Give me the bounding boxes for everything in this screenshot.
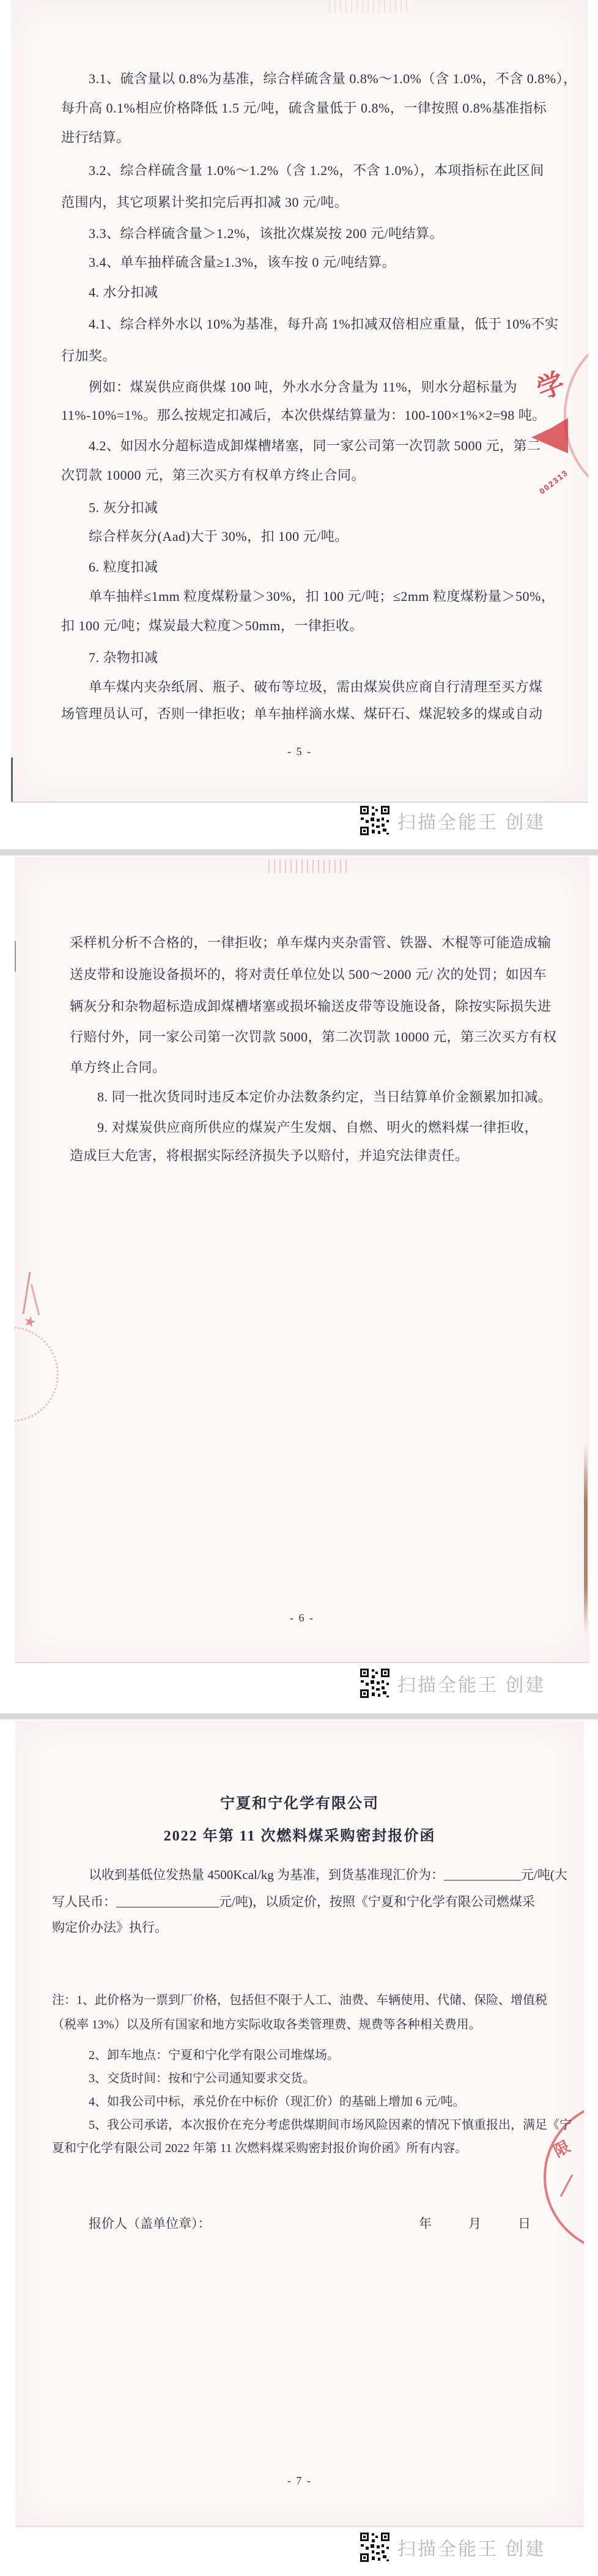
text-line: 辆灰分和杂物超标造成卸煤槽堵塞或损坏输送皮带等设施设备，除按实际损失进: [70, 999, 552, 1014]
scanned-page-7: [15, 1721, 584, 2527]
text-line: 3.4、单车抽样硫含量≥1.3%，该车按 0 元/吨结算。: [89, 255, 396, 270]
text-line: 造成巨大危害，将根据实际经济损失予以赔付，并追究法律责任。: [70, 1148, 469, 1163]
text-line: 综合样灰分(Aad)大于 30%，扣 100 元/吨。: [89, 529, 349, 544]
seal-serial-number: 002313: [537, 467, 570, 496]
scan-edge-shadow: [584, 1444, 588, 1634]
seal-star: ★: [21, 1312, 39, 1332]
text-line: 采样机分析不合格的，一律拒收；单车煤内夹杂雷管、铁器、木棍等可能造成输: [70, 935, 552, 950]
qr-code-icon: [360, 805, 390, 836]
text-line: 范围内，其它项累计奖扣完后再扣减 30 元/吨。: [61, 195, 349, 210]
text-line: 写人民币：________________元/吨)，以质定价，按照《宁夏和宁化学有限公司燃煤采: [52, 1894, 535, 1909]
seal-arrow-mark: [531, 418, 568, 453]
text-line: 3.2、综合样硫含量 1.0%～1.2%（含 1.2%，不含 1.0%），本项指标在此区间: [89, 163, 544, 178]
text-line: 2、卸车地点：宁夏和宁化学有限公司堆煤场。: [89, 2049, 339, 2062]
scanned-page-6: [15, 857, 589, 1663]
camscanner-watermark: [0, 805, 598, 838]
camscanner-watermark: [0, 1668, 598, 1701]
text-line: 购定价办法》执行。: [52, 1920, 168, 1935]
page-number: - 5 -: [287, 745, 312, 758]
page-separator: [0, 1713, 598, 1719]
red-seal-fragment: [15, 1268, 78, 1409]
text-line: 例如：煤炭供应商供煤 100 吨，外水水分含量为 11%，则水分超标量为: [89, 379, 518, 395]
text-line: 行赔付外，同一家公司第一次罚款 5000，第二次罚款 10000 元，第三次买方有权: [70, 1029, 557, 1044]
text-line: 以收到基低位发热量 4500Kcal/kg 为基准，到货基准现汇价为：____________元/吨(大: [89, 1867, 567, 1882]
text-line: 9. 对煤炭供应商所供应的煤炭产生发烟、自燃、明火的燃料煤一律拒收，: [97, 1120, 539, 1135]
page-number: - 6 -: [290, 1612, 314, 1624]
red-seal-fragment: [535, 2105, 584, 2227]
seal-stroke: [23, 1271, 31, 1314]
text-line: 11%-10%=1%。那么按规定扣减后，本次供煤结算量为：100-100×1%×2=98 吨。: [61, 408, 546, 423]
scanned-page-5: [11, 0, 588, 803]
red-stamp-residue: [268, 860, 348, 873]
company-title: 宁夏和宁化学有限公司: [220, 1796, 379, 1812]
text-line: 次罚款 10000 元，第三次买方有权单方终止合同。: [61, 467, 366, 483]
text-line: 4、如我公司中标，承兑价在中标价（现汇价）的基础上增加 6 元/吨。: [89, 2095, 465, 2109]
date-blank-label: 年 月 日: [419, 2216, 534, 2231]
text-line: 每升高 0.1%相应价格降低 1.5 元/吨，硫含量低于 0.8%，一律按照 0.8%基准指标: [61, 100, 547, 116]
text-line: 夏和宁化学有限公司 2022 年第 11 次燃料煤采购密封报价询价函》所有内容。: [52, 2142, 468, 2155]
text-line: 行加奖。: [61, 348, 117, 363]
text-line: 5. 灰分扣减: [89, 500, 158, 515]
red-seal-fragment: [530, 340, 588, 493]
watermark-label: 扫描全能王 创建: [397, 813, 546, 833]
text-line: 4.1、综合样外水以 10%为基准，每升高 1%扣减双倍相应重量，低于 10%不实: [89, 316, 559, 332]
watermark-label: 扫描全能王 创建: [397, 1675, 546, 1696]
text-line: 单方终止合同。: [70, 1060, 166, 1075]
seal-arc: [15, 1327, 59, 1422]
scan-edge-artifact: [15, 941, 16, 972]
text-line: 注：1、此价格为一票到厂价格，包括但不限于人工、油费、车辆使用、代储、保险、增值税: [52, 1993, 547, 2007]
seal-arc: [544, 2101, 584, 2253]
bidder-seal-label: 报价人（盖单位章）：: [89, 2216, 211, 2231]
text-line: 4.2、如因水分超标造成卸煤槽堵塞，同一家公司第一次罚款 5000 元，第二: [89, 438, 541, 453]
text-line: 3.3、综合样硫含量＞1.2%，该批次煤炭按 200 元/吨结算。: [89, 226, 443, 241]
page-number: - 7 -: [287, 2474, 312, 2487]
watermark-label: 扫描全能王 创建: [397, 2539, 546, 2559]
text-line: 6. 粒度扣减: [89, 559, 158, 575]
text-line: 扣 100 元/吨；煤炭最大粒度＞50mm，一律拒收。: [61, 618, 363, 633]
text-line: 8. 同一批次货同时违反本定价办法数条约定，当日结算单价金额累加扣减。: [97, 1089, 552, 1104]
seal-character: 限: [550, 2137, 574, 2161]
text-line: 3、交货时间：按和宁公司通知要求交货。: [89, 2072, 315, 2085]
text-line: 5、我公司承诺，本次报价在充分考虑供煤期间市场风险因素的情况下慎重报出，满足《宁: [89, 2118, 572, 2132]
qr-code-icon: [360, 2532, 390, 2563]
qr-code-icon: [360, 1668, 390, 1699]
text-line: 4. 水分扣减: [89, 285, 158, 300]
text-line: 7. 杂物扣减: [89, 650, 158, 665]
seal-stroke: [31, 1284, 40, 1315]
text-line: 场管理员认可，否则一律拒收；单车抽样滴水煤、煤矸石、煤泥较多的煤或自动: [61, 706, 543, 721]
text-line: 送皮带和设施设备损坏的，将对责任单位处以 500～2000 元/ 次的处罚；如因车: [70, 967, 547, 982]
document-title: 2022 年第 11 次燃料煤采购密封报价函: [163, 1828, 436, 1844]
page-separator: [0, 849, 598, 855]
seal-character: 学: [533, 367, 569, 406]
camscanner-watermark: [0, 2532, 598, 2565]
text-line: 3.1、硫含量以 0.8%为基准，综合样硫含量 0.8%～1.0%（含 1.0%，不含 0.8%），: [89, 71, 577, 86]
text-line: （税率 13%）以及所有国家和地方实际收取各类管理费、规费等各种相关费用。: [52, 2018, 481, 2031]
text-line: 进行结算。: [61, 130, 130, 145]
text-line: 单车抽样≤1mm 粒度煤粉量＞30%，扣 100 元/吨；≤2mm 粒度煤粉量＞50%，: [89, 589, 555, 604]
red-stamp-residue: [329, 0, 408, 13]
text-line: 单车煤内夹杂纸屑、瓶子、破布等垃圾，需由煤炭供应商自行清理至买方煤: [89, 679, 543, 694]
scan-edge-artifact: [11, 758, 13, 802]
